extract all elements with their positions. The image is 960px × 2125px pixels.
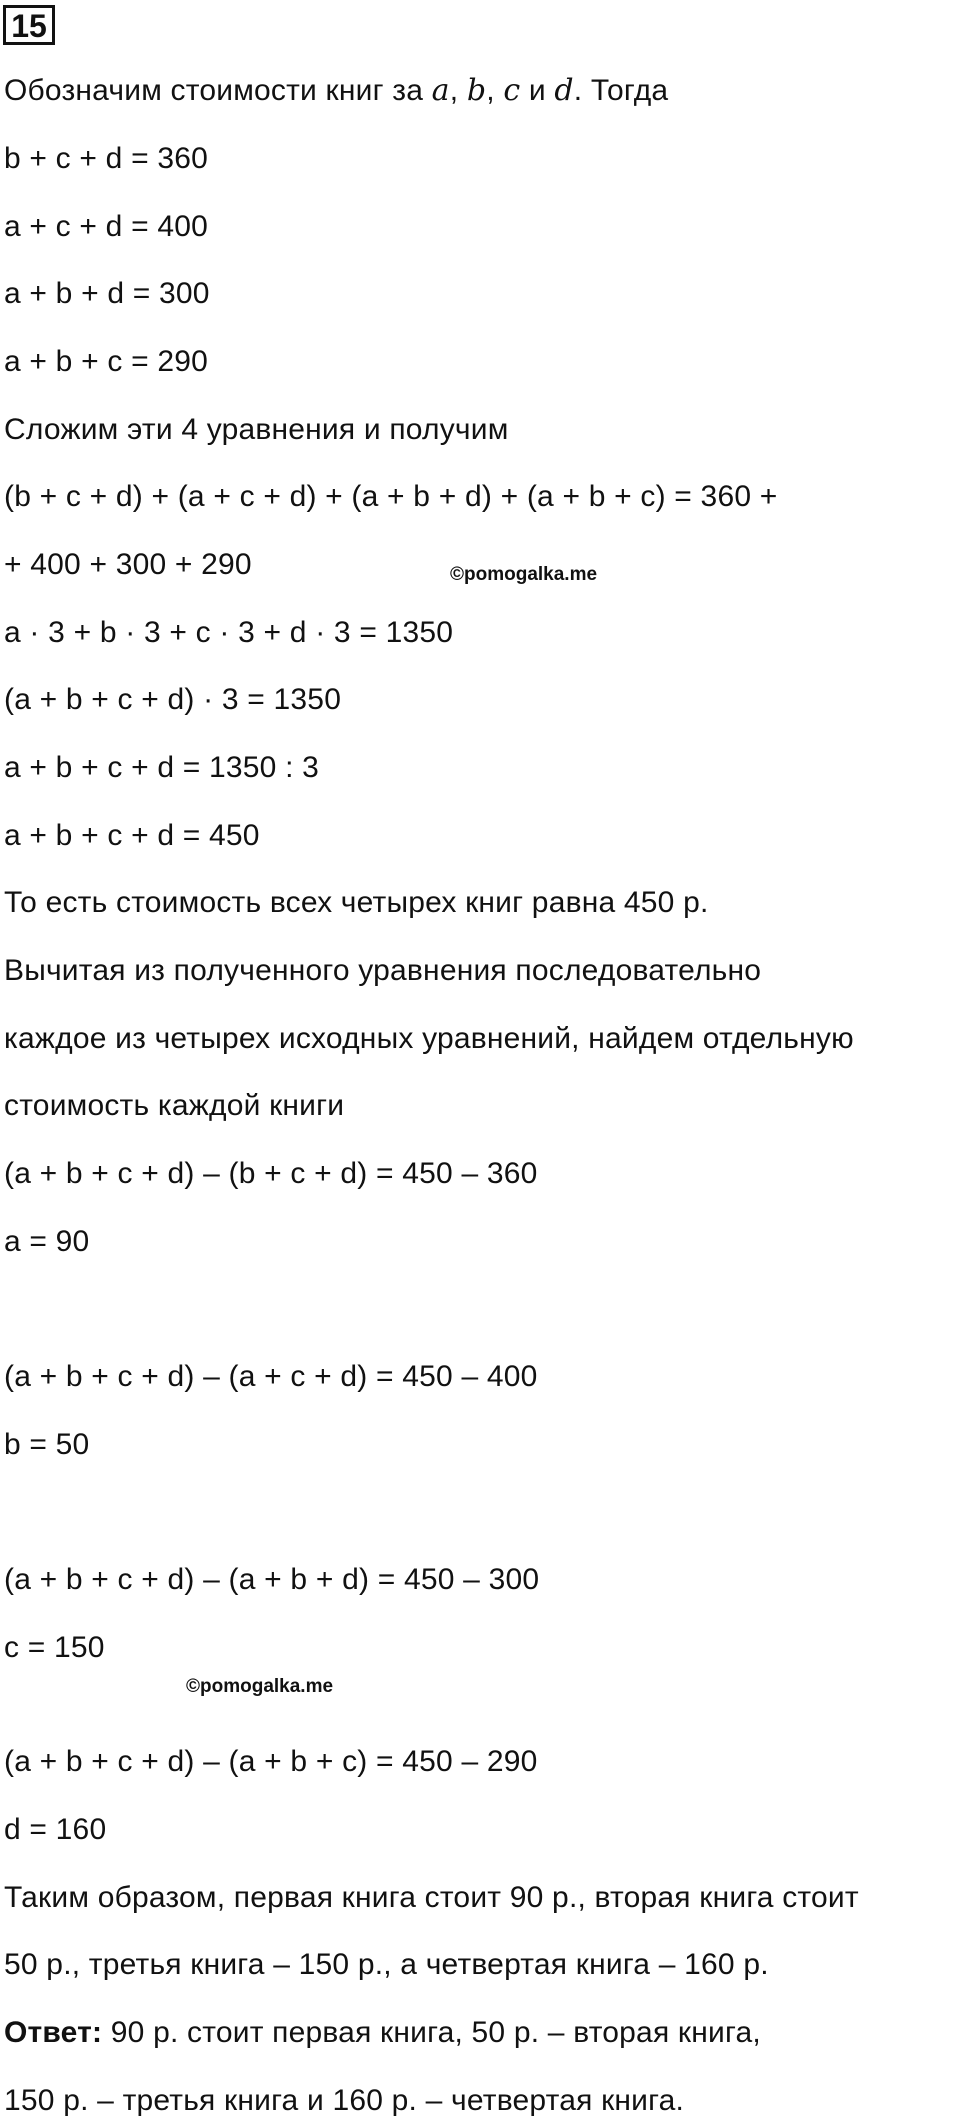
subtraction-d-expr: (a + b + c + d) – (a + b + c) = 450 – 290 — [4, 1745, 538, 1778]
task-number-badge: 15 — [3, 5, 55, 45]
equation-1: b + c + d = 360 — [4, 142, 208, 175]
total-text: То есть стоимость всех четырех книг равна 450 р. — [4, 886, 709, 919]
subtraction-a-expr: (a + b + c + d) – (b + c + d) = 450 – 360 — [4, 1157, 538, 1190]
sum-intro: Сложим эти 4 уравнения и получим — [4, 413, 509, 446]
subtraction-d-result: d = 160 — [4, 1813, 107, 1846]
var-a: a — [431, 73, 450, 108]
var-d: d — [554, 73, 574, 108]
subtraction-c-expr: (a + b + c + d) – (a + b + d) = 450 – 300 — [4, 1563, 540, 1596]
intro-sep-3: и — [520, 74, 555, 107]
step-1: a · 3 + b · 3 + c · 3 + d · 3 = 1350 — [4, 616, 454, 649]
watermark-top: ©pomogalka.me — [450, 564, 598, 585]
answer-text-1: 90 р. стоит первая книга, 50 р. – вторая книга, — [102, 2016, 761, 2049]
var-b: b — [466, 73, 487, 108]
step-4: a + b + c + d = 450 — [4, 819, 260, 852]
answer-line-2: 150 р. – третья книга и 160 р. – четвертая книга. — [4, 2084, 685, 2117]
conclusion-line-2: 50 р., третья книга – 150 р., а четвертая книга – 160 р. — [4, 1948, 769, 1981]
watermark-bottom: ©pomogalka.me — [186, 1676, 334, 1697]
answer-line-1 — [4, 2013, 761, 2053]
equation-2: a + c + d = 400 — [4, 210, 208, 243]
subtraction-b-result: b = 50 — [4, 1428, 90, 1461]
intro-line — [4, 71, 668, 111]
step-3: a + b + c + d = 1350 : 3 — [4, 751, 320, 784]
equation-4: a + b + c = 290 — [4, 345, 208, 378]
subtraction-c-result: c = 150 — [4, 1631, 105, 1664]
intro-sep-1: , — [449, 74, 467, 107]
step-2: (a + b + c + d) · 3 = 1350 — [4, 683, 342, 716]
var-c: c — [503, 73, 521, 108]
sum-line-1: (b + c + d) + (a + c + d) + (a + b + d) + (a + b + c) = 360 + — [4, 480, 778, 513]
intro-suffix: . Тогда — [573, 74, 669, 107]
explain-line-2: каждое из четырех исходных уравнений, найдем отдельную — [4, 1022, 854, 1055]
intro-prefix: Обозначим стоимости книг за — [4, 74, 432, 107]
conclusion-line-1: Таким образом, первая книга стоит 90 р., вторая книга стоит — [4, 1881, 859, 1914]
explain-line-3: стоимость каждой книги — [4, 1089, 345, 1122]
subtraction-b-expr: (a + b + c + d) – (a + c + d) = 450 – 400 — [4, 1360, 538, 1393]
equation-3: a + b + d = 300 — [4, 277, 210, 310]
sum-line-2: + 400 + 300 + 290 — [4, 548, 252, 581]
intro-sep-2: , — [486, 74, 504, 107]
subtraction-a-result: a = 90 — [4, 1225, 90, 1258]
answer-label: Ответ: — [4, 2016, 103, 2049]
explain-line-1: Вычитая из полученного уравнения последовательно — [4, 954, 762, 987]
